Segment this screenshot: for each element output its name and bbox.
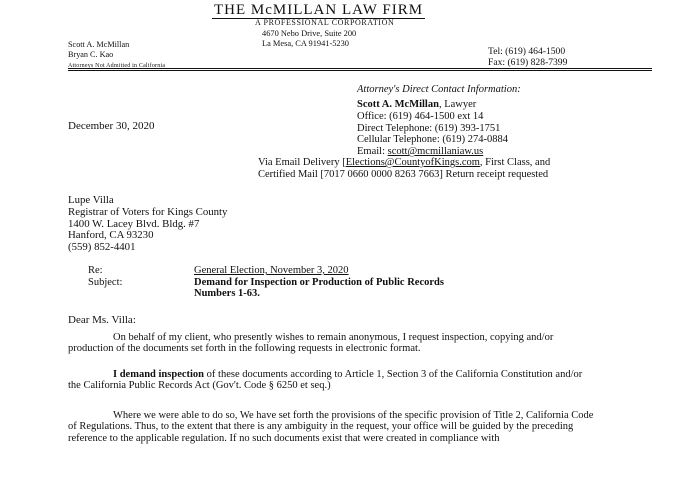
subject-values <box>194 265 444 300</box>
delivery-method <box>258 157 558 181</box>
letterhead-rule <box>68 68 652 69</box>
contact-direct: Direct Telephone: (619) 393-1751 <box>357 122 501 134</box>
contact-email-link[interactable]: scott@mcmillaniaw.us <box>387 146 484 158</box>
subject-value-line2: Numbers 1-63. <box>194 288 260 299</box>
letter-date: December 30, 2020 <box>68 120 155 132</box>
firm-tagline: Attorneys Not Admitted in California <box>68 63 166 69</box>
contact-title: , Lawyer <box>438 99 477 110</box>
firm-address-line1: 4670 Nebo Drive, Suite 200 <box>262 29 357 38</box>
re-value: General Election, November 3, 2020 <box>194 265 349 276</box>
re-label: Re: <box>88 265 103 276</box>
demand-phrase: I demand inspection <box>113 369 205 380</box>
body-paragraph-1-text: On behalf of my client, who presently wishes to remain anonymous, I request inspection, copying and/or production of the documents set forth in the following requests in electronic format. <box>68 332 554 355</box>
letterhead-rule-thin <box>68 70 652 71</box>
recipient-address <box>68 195 227 254</box>
subject-value-line1: Demand for Inspection or Production of Public Records <box>194 276 444 288</box>
contact-email-label: Email: <box>357 146 388 158</box>
recipient-name: Lupe Villa <box>68 194 114 206</box>
recipient-street: 1400 W. Lacey Blvd. Bldg. #7 <box>68 217 200 230</box>
subject-label: Subject: <box>88 276 123 288</box>
firm-address-line2: La Mesa, CA 91941-5230 <box>262 39 349 48</box>
contact-cellular: Cellular Telephone: (619) 274-0884 <box>357 134 508 146</box>
contact-block <box>357 99 508 158</box>
firm-fax: Fax: (619) 828-7399 <box>488 57 568 68</box>
body-paragraph-1 <box>68 332 594 355</box>
body-paragraph-3 <box>68 410 594 444</box>
attorney-list <box>68 40 129 60</box>
body-paragraph-2 <box>68 369 594 392</box>
body-paragraph-2-text: of these documents according to Article 1, Section 3 of the California Constitution and/or the California Public Records Act (Gov't. Code § 6250 et seq.) <box>68 369 583 392</box>
delivery-suffix: , First Class, and Certified Mail [7017 0660 0000 8263 7663] Return receipt requested <box>258 157 551 180</box>
firm-address <box>262 29 356 49</box>
attorney-name: Bryan C. Kao <box>68 50 114 59</box>
salutation: Dear Ms. Villa: <box>68 314 136 326</box>
contact-name-line <box>357 99 508 111</box>
firm-name: THE McMILLAN LAW FIRM <box>214 2 424 18</box>
contact-office: Office: (619) 464-1500 ext 14 <box>357 110 484 122</box>
firm-phones <box>488 46 567 68</box>
recipient-title: Registrar of Voters for Kings County <box>68 205 228 218</box>
subject-labels <box>88 265 122 288</box>
attorney-name: Scott A. McMillan <box>68 40 130 49</box>
recipient-city: Hanford, CA 93230 <box>68 229 154 242</box>
body-paragraph-3-text: Where we were able to do so, We have set forth the provisions of the specific provision of Title 2, California Code of Regulations. Thus, to the extent that there is any ambiguity in the request, your office will be guided by the preceding reference to the applicable regulation. If no such documents exist that were created in compliance with <box>68 410 594 444</box>
firm-tel: Tel: (619) 464-1500 <box>488 46 566 57</box>
contact-heading: Attorney's Direct Contact Information: <box>357 84 521 95</box>
contact-name: Scott A. McMillan <box>357 99 439 110</box>
delivery-email-link[interactable]: Elections@CountyofKings.com <box>345 157 480 168</box>
recipient-phone: (559) 852-4401 <box>68 241 136 254</box>
delivery-prefix: Via Email Delivery [ <box>258 157 346 168</box>
firm-type: A PROFESSIONAL CORPORATION <box>255 18 395 27</box>
